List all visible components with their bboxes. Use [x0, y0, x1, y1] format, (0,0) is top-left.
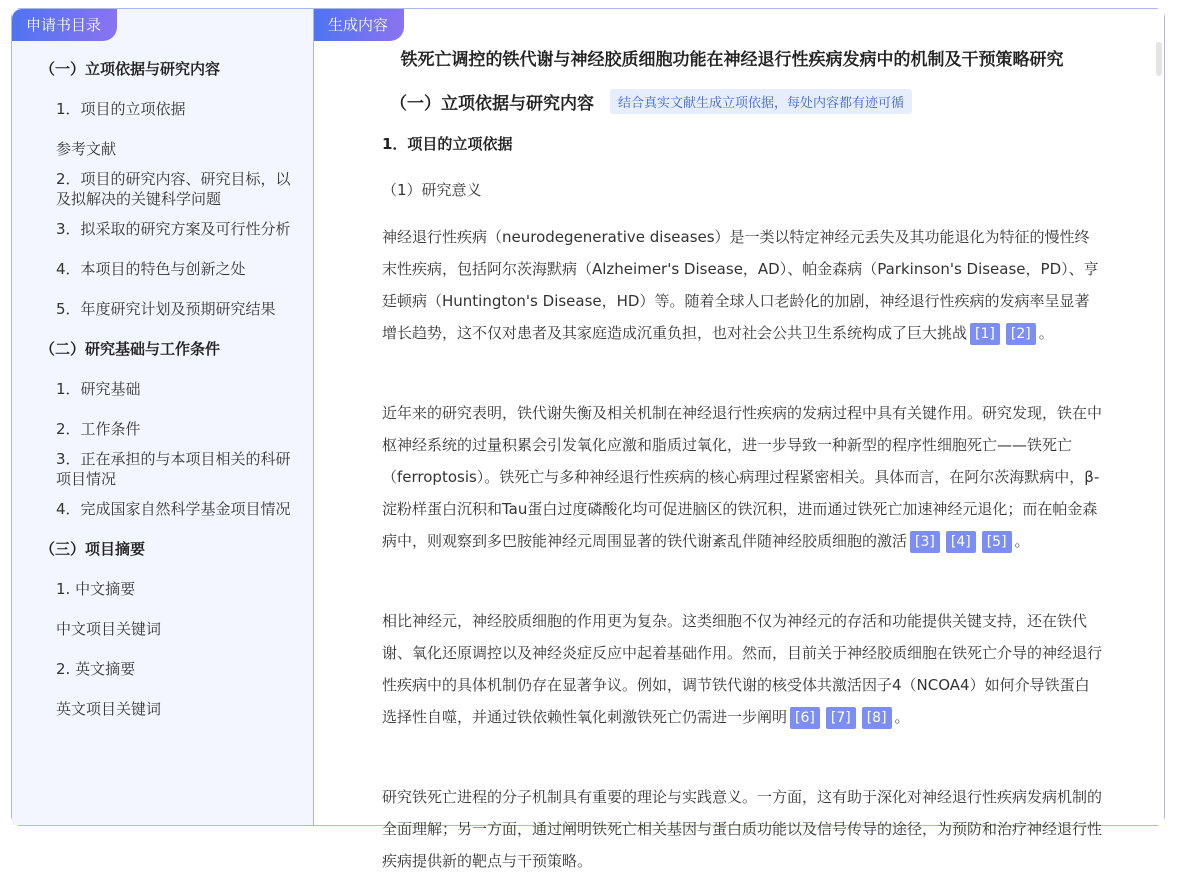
citation-link[interactable]: [7] [826, 707, 856, 729]
paragraph-glia: 相比神经元，神经胶质细胞的作用更为复杂。这类细胞不仅为神经元的存活和功能提供关键支持，还在铁代谢、氧化还原调控以及神经炎症反应中起着基础作用。然而，目前关于神经胶质细胞在铁死亡介导的神经退行性疾病中的具体机制仍存在显著争议。例如，调节铁代谢的核受体共激活因子4（NCOA4）如何介导铁蛋白选择性自噬，并通过铁依赖性氧化刺激铁死亡仍需进一步阐明 [6] [7] [8] 。 [382, 605, 1102, 733]
paragraph-text: 相比神经元，神经胶质细胞的作用更为复杂。这类细胞不仅为神经元的存活和功能提供关键支持，还在铁代谢、氧化还原调控以及神经炎症反应中起着基础作用。然而，目前关于神经胶质细胞在铁死亡介导的神经退行性疾病中的具体机制仍存在显著争议。例如，调节铁代谢的核受体共激活因子4（NCOA4）如何介导铁蛋白选择性自噬，并通过铁依赖性氧化刺激铁死亡仍需进一步阐明 [382, 612, 1103, 726]
citation-link[interactable]: [3] [910, 531, 940, 553]
paragraph-mechanism [382, 781, 1102, 877]
app-frame [11, 8, 1165, 870]
section-badge: 结合真实文献生成立项依据，每处内容都有迹可循 [610, 89, 912, 114]
toc-tag: 申请书目录 [12, 9, 117, 41]
toc-list [12, 49, 313, 729]
toc-item-label: 2．项目的研究内容、研究目标，以及拟解决的关键科学问题 [56, 170, 291, 208]
paragraph-iron-metabolism: 近年来的研究表明，铁代谢失衡及相关机制在神经退行性疾病的发病过程中具有关键作用。研究发现，铁在中枢神经系统的过量积累会引发氧化应激和脂质过氧化，进一步导致一种新型的程序性细胞死亡——铁死亡（ferroptosis）。铁死亡与多种神经退行性疾病的核心病理过程紧密相关。具体而言，在阿尔茨海默病中，β-淀粉样蛋白沉积和Tau蛋白过度磷酸化均可促进脑区的铁沉积，进而通过铁死亡加速神经元退化；而在帕金森病中，则观察到多巴胺能神经元周围显著的铁代谢紊乱伴随神经胶质细胞的激活 [3] [4] [5] 。 [382, 397, 1102, 557]
citation-link[interactable]: [1] [970, 323, 1000, 345]
toc-item-innovation[interactable]: 4．本项目的特色与创新之处 [56, 260, 246, 278]
scrollbar-thumb[interactable] [1156, 42, 1162, 76]
subsection-title: 1．项目的立项依据 [382, 135, 513, 153]
toc-item-research-foundation[interactable]: 1．研究基础 [56, 380, 141, 398]
toc-item-section-1[interactable]: （一）立项依据与研究内容 [40, 60, 221, 78]
toc-item-ongoing-projects[interactable] [12, 449, 313, 489]
toc-item-completed-projects[interactable] [12, 489, 313, 529]
citation-link[interactable]: [6] [790, 707, 820, 729]
section-header [390, 89, 912, 114]
content-tag: 生成内容 [314, 9, 404, 41]
content-panel [314, 9, 1164, 870]
citation-link[interactable]: [8] [862, 707, 892, 729]
toc-item-english-keywords[interactable]: 英文项目关键词 [56, 700, 162, 718]
citation-link[interactable]: [2] [1006, 323, 1036, 345]
toc-item-section-2[interactable]: （二）研究基础与工作条件 [40, 340, 221, 358]
citation-link[interactable]: [5] [982, 531, 1012, 553]
toc-item-basis[interactable]: 1．项目的立项依据 [56, 100, 186, 118]
toc-item-references[interactable]: 参考文献 [56, 140, 117, 158]
toc-item-annual-plan[interactable]: 5．年度研究计划及预期研究结果 [56, 300, 276, 318]
toc-item-chinese-abstract[interactable]: 1. 中文摘要 [56, 580, 136, 598]
toc-item-english-abstract[interactable]: 2. 英文摘要 [56, 660, 136, 678]
section-title: （一）立项依据与研究内容 [390, 94, 594, 114]
paragraph-text: 研究铁死亡进程的分子机制具有重要的理论与实践意义。一方面，这有助于深化对神经退行性疾病发病机制的全面理解；另一方面，通过阐明铁死亡相关基因与蛋白质功能以及信号传导的途径，为预防和治疗神经退行性疾病提供新的靶点与干预策略。 [382, 788, 1103, 870]
paragraph-significance: 神经退行性疾病（neurodegenerative diseases）是一类以特定神经元丢失及其功能退化为特征的慢性终末性疾病，包括阿尔茨海默病（Alzheimer's Disease，AD）、帕金森病（Parkinson's Disease，PD）、亨廷顿病（Huntington's Disease，HD）等。随着全球人口老龄化的加剧，神经退行性疾病的发病率呈显著增长趋势，这不仅对患者及其家庭造成沉重负担，也对社会公共卫生系统构成了巨大挑战 [1] [2] 。 [382, 221, 1102, 349]
citation-link[interactable]: [4] [946, 531, 976, 553]
toc-item-label: 3．拟采取的研究方案及可行性分析 [56, 220, 291, 238]
toc-item-research-content[interactable] [12, 169, 313, 209]
toc-item-section-3[interactable]: （三）项目摘要 [40, 540, 146, 558]
toc-item-work-conditions[interactable]: 2．工作条件 [56, 420, 141, 438]
subsubsection-title: （1）研究意义 [382, 181, 482, 199]
paragraph-text: 近年来的研究表明，铁代谢失衡及相关机制在神经退行性疾病的发病过程中具有关键作用。研究发现，铁在中枢神经系统的过量积累会引发氧化应激和脂质过氧化，进一步导致一种新型的程序性细胞死亡——铁死亡（ferroptosis）。铁死亡与多种神经退行性疾病的核心病理过程紧密相关。具体而言，在阿尔茨海默病中，β-淀粉样蛋白沉积和Tau蛋白过度磷酸化均可促进脑区的铁沉积，进而通过铁死亡加速神经元退化；而在帕金森病中，则观察到多巴胺能神经元周围显著的铁代谢紊乱伴随神经胶质细胞的激活 [382, 404, 1103, 550]
document-title: 铁死亡调控的铁代谢与神经胶质细胞功能在神经退行性疾病发病中的机制及干预策略研究 [400, 50, 1064, 70]
toc-item-chinese-keywords[interactable]: 中文项目关键词 [56, 620, 162, 638]
toc-item-label: 3．正在承担的与本项目相关的科研项目情况 [56, 450, 291, 488]
toc-sidebar [12, 9, 314, 825]
toc-item-label: 4．完成国家自然科学基金项目情况 [56, 500, 291, 518]
toc-item-research-plan[interactable] [12, 209, 313, 249]
paragraph-text: 神经退行性疾病（neurodegenerative diseases）是一类以特定神经元丢失及其功能退化为特征的慢性终末性疾病，包括阿尔茨海默病（Alzheimer's Disease，AD）、帕金森病（Parkinson's Disease，PD）、亨廷顿病（Huntington's Disease，HD）等。随着全球人口老龄化的加剧，神经退行性疾病的发病率呈显著增长趋势，这不仅对患者及其家庭造成沉重负担，也对社会公共卫生系统构成了巨大挑战 [382, 228, 1099, 342]
